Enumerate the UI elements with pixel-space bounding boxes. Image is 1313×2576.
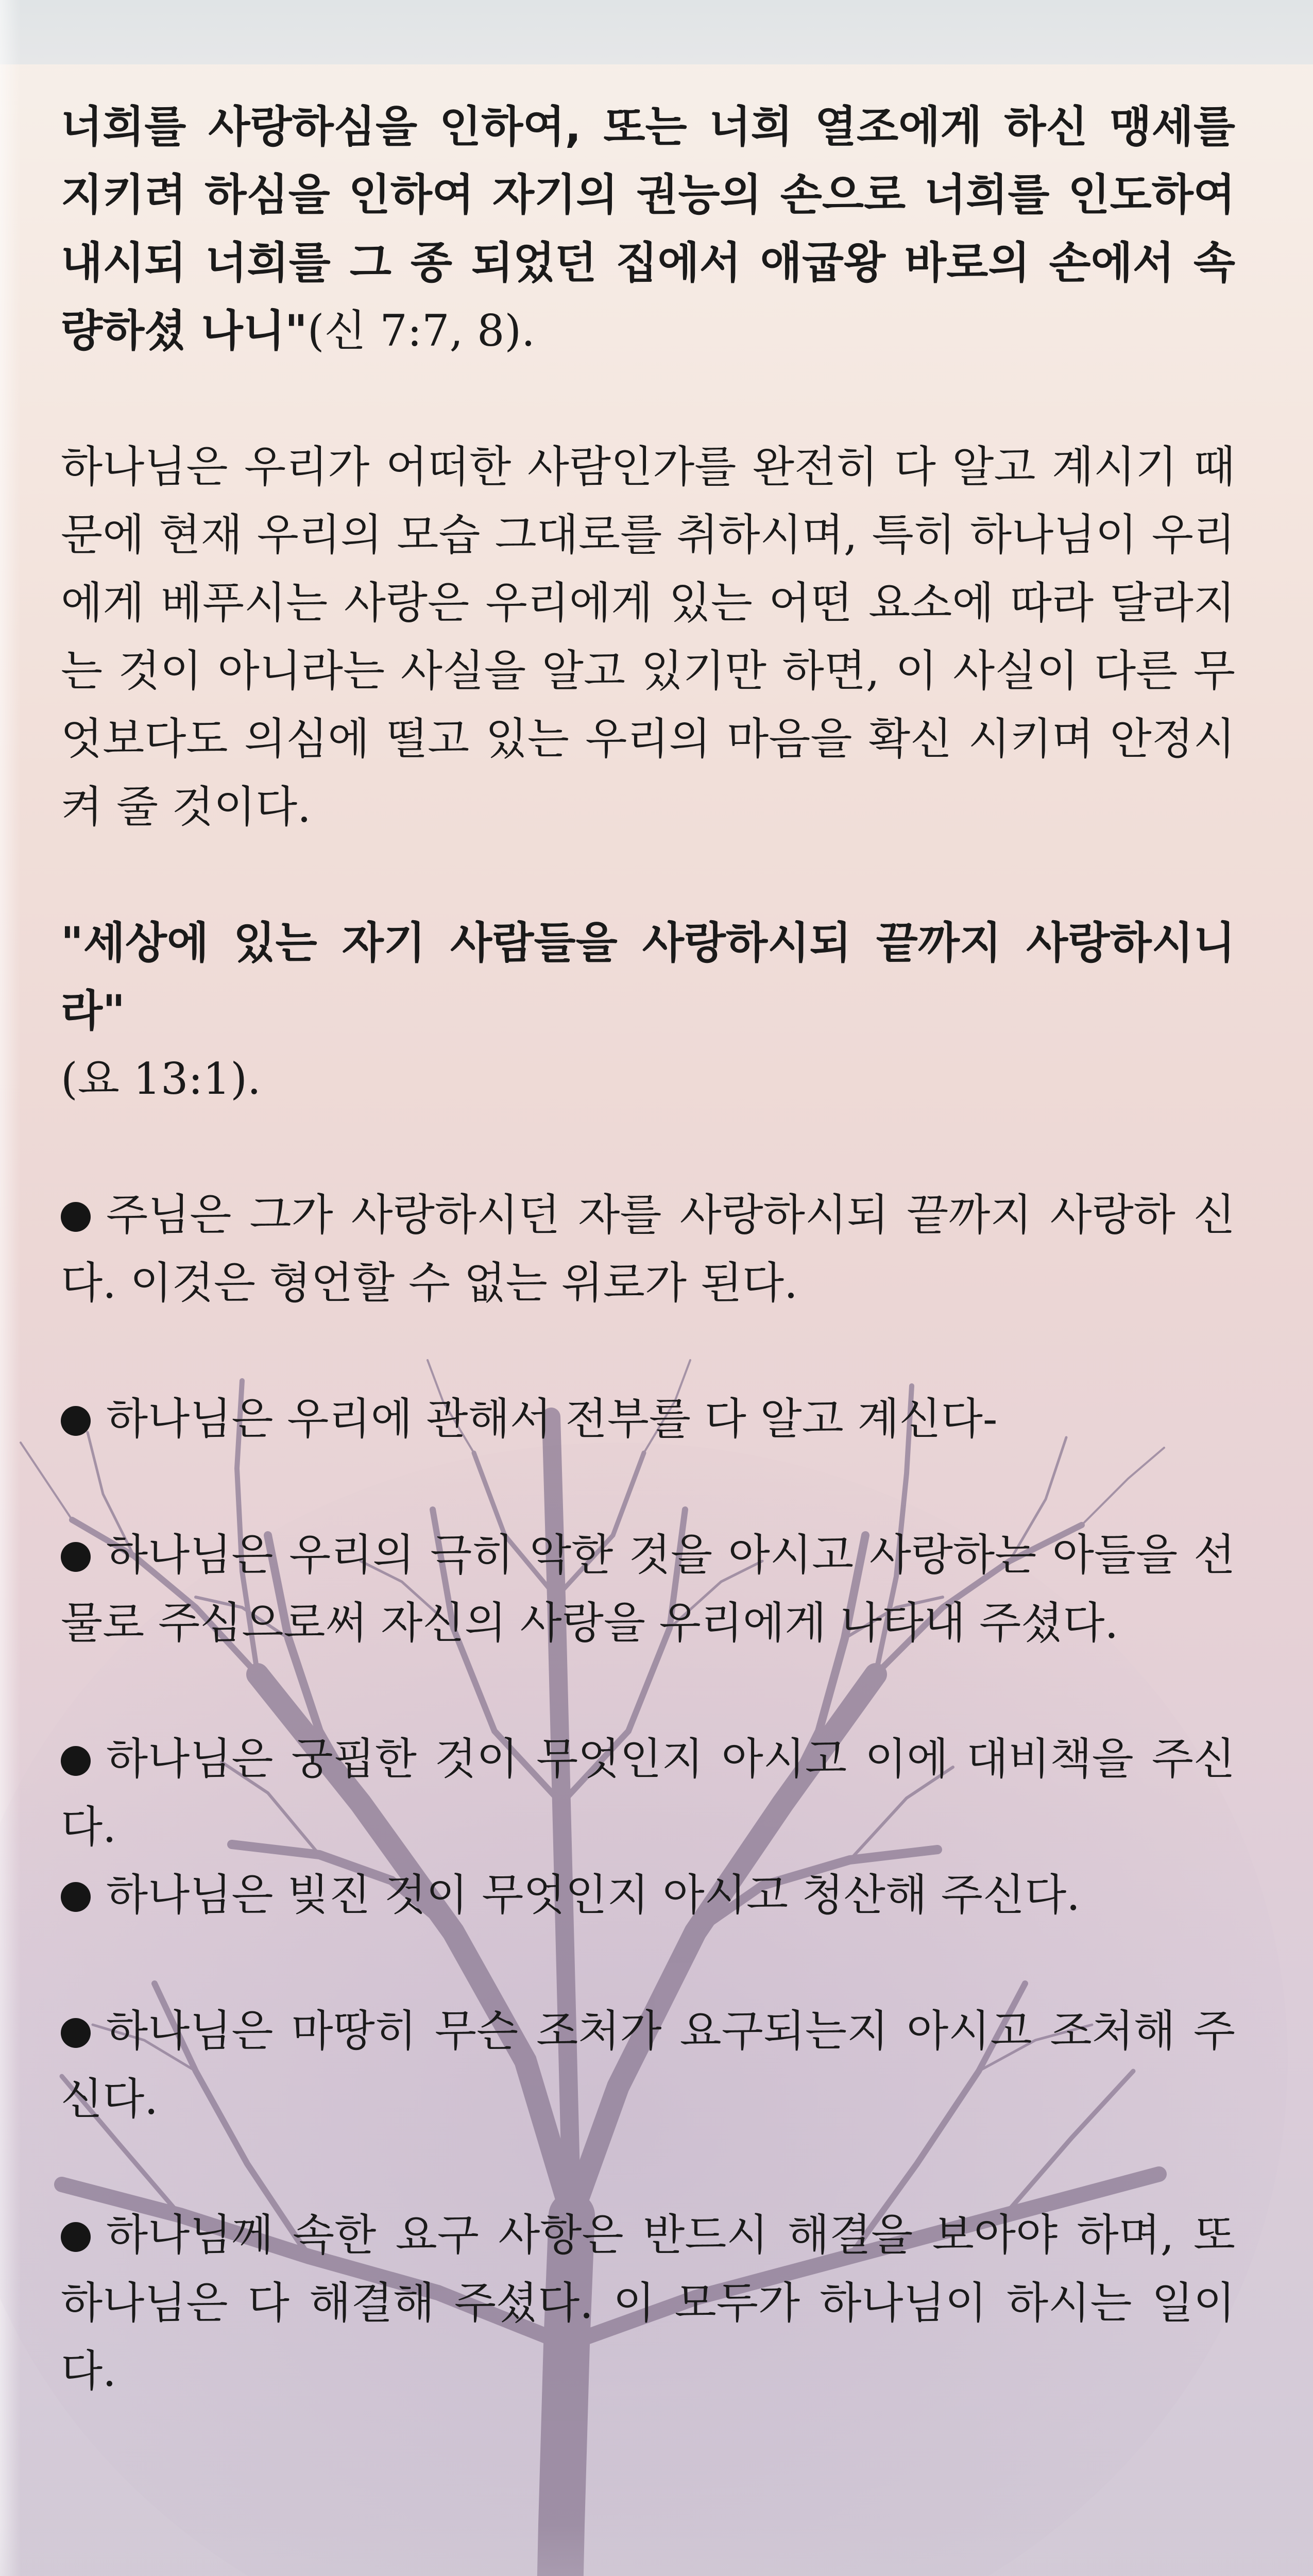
bullet-text: 하나님은 우리에 관해서 전부를 다 알고 계신다- <box>106 1394 998 1444</box>
bullet-item <box>61 1861 1235 1929</box>
quote-deuteronomy <box>61 93 1235 365</box>
bullet-icon <box>61 1882 91 1912</box>
spacer <box>61 1453 1235 1521</box>
bullet-icon <box>61 2222 91 2252</box>
spacer <box>61 2133 1235 2201</box>
top-banner-strip <box>0 0 1313 64</box>
spacer <box>61 1113 1235 1181</box>
bullet-icon <box>61 1542 91 1572</box>
bullet-text: 하나님은 궁핍한 것이 무엇인지 아시고 이에 대비책을 주신다. <box>61 1734 1235 1852</box>
bullet-item <box>61 1725 1235 1861</box>
spacer <box>61 1929 1235 1997</box>
bullet-item <box>61 1181 1235 1317</box>
quote-john-text: "세상에 있는 자기 사람들을 사랑하시되 끝까지 사랑하시니라" <box>61 918 1235 1036</box>
bullet-icon <box>61 1406 91 1436</box>
bullet-text: 하나님께 속한 요구 사항은 반드시 해결을 보아야 하며, 또 하나님은 다 해결해 주셨다. 이 모두가 하나님이 하시는 일이다. <box>61 2210 1235 2396</box>
bullet-icon <box>61 1202 91 1232</box>
quote-john-reference: (요 13:1). <box>61 1054 261 1104</box>
spacer <box>61 841 1235 909</box>
quote-john <box>61 909 1235 1113</box>
quote-deuteronomy-reference: (신 7:7, 8). <box>307 306 535 356</box>
main-paragraph: 하나님은 우리가 어떠한 사람인가를 완전히 다 알고 계시기 때문에 현재 우리의 모습 그대로를 취하시며, 특히 하나님이 우리에게 베푸시는 사랑은 우리에게 있는 어떤 요소에 따라 달라지는 것이 아니라는 사실을 알고 있기만 하면, 이 사실이 다른 무엇보다도 의심에 떨고 있는 우리의 마음을 확신 시키며 안정시켜 줄 것이다. <box>61 442 1235 832</box>
bullet-item <box>61 2201 1235 2405</box>
spacer <box>61 1317 1235 1385</box>
bullet-text: 하나님은 빚진 것이 무엇인지 아시고 청산해 주신다. <box>106 1870 1080 1920</box>
bullet-icon <box>61 1746 91 1776</box>
bullet-item <box>61 1385 1235 1453</box>
bullet-icon <box>61 2018 91 2048</box>
bullet-item <box>61 1521 1235 1657</box>
bullet-text: 주님은 그가 사랑하시던 자를 사랑하시되 끝까지 사랑하 신다. 이것은 형언할 수 없는 위로가 된다. <box>61 1190 1235 1308</box>
spacer <box>61 365 1235 433</box>
bullet-text: 하나님은 우리의 극히 악한 것을 아시고 사랑하는 아들을 선물로 주심으로써 자신의 사랑을 우리에게 나타내 주셨다. <box>61 1530 1235 1648</box>
spacer <box>61 1657 1235 1725</box>
bullet-text: 하나님은 마땅히 무슨 조처가 요구되는지 아시고 조처해 주신다. <box>61 2006 1235 2124</box>
devotional-text <box>61 93 1235 2405</box>
bullet-item <box>61 1997 1235 2133</box>
quote-deuteronomy-text: 너희를 사랑하심을 인하여, 또는 너희 열조에게 하신 맹세를 지키려 하심을 인하여 자기의 권능의 손으로 너희를 인도하여 내시되 너희를 그 종 되었던 집에서 애굽왕 바로의 손에서 속량하셨 나니" <box>61 101 1235 356</box>
